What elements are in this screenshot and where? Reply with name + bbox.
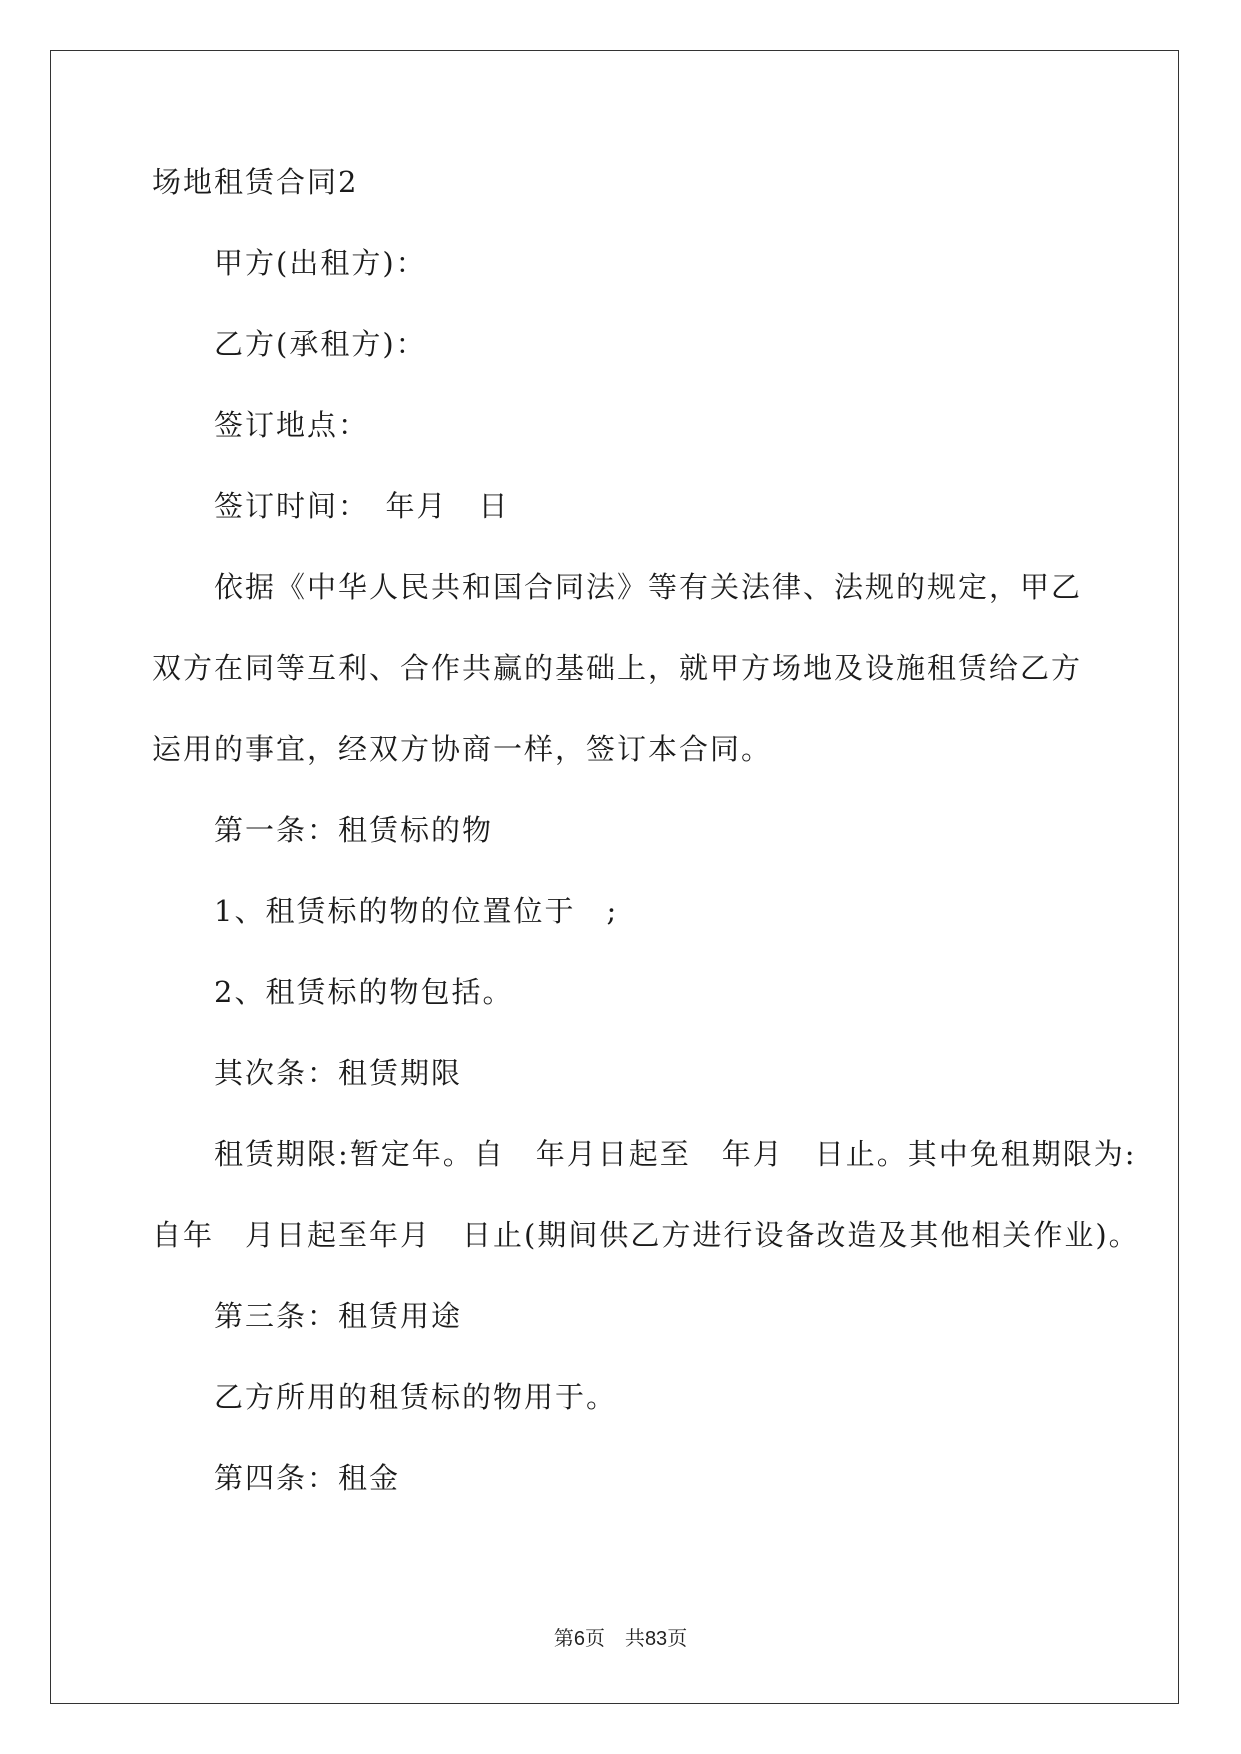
footer-prefix: 第 — [553, 1628, 574, 1650]
total-pages: 83 — [644, 1628, 668, 1650]
text-line: 双方在同等互利、合作共赢的基础上，就甲方场地及设施租赁给乙方 — [152, 651, 1083, 685]
text-line: 自年 月日起至年月 日止(期间供乙方进行设备改造及其他相关作业)。 — [152, 1218, 1140, 1252]
text-line: 签订地点： — [214, 408, 370, 442]
text-line: 依据《中华人民共和国合同法》等有关法律、法规的规定，甲乙 — [214, 570, 1083, 604]
text-line: 乙方所用的租赁标的物用于。 — [214, 1380, 618, 1414]
text-line: 第一条：租赁标的物 — [214, 813, 494, 847]
page-number: 6 — [573, 1628, 585, 1650]
text-line: 2、租赁标的物包括。 — [214, 975, 514, 1009]
page-footer — [0, 1622, 1241, 1651]
text-line: 甲方(出租方)： — [214, 246, 427, 280]
text-line: 运用的事宜，经双方协商一样，签订本合同。 — [152, 732, 773, 766]
text-line: 签订时间： 年月 日 — [214, 489, 510, 523]
footer-middle: 页 共 — [584, 1628, 645, 1650]
text-line: 1、租赁标的物的位置位于 ; — [214, 894, 619, 928]
document-body — [152, 162, 1140, 1539]
text-line: 租赁期限:暂定年。自 年月日起至 年月 日止。其中免租期限为: — [214, 1137, 1137, 1171]
text-line: 乙方(承租方)： — [214, 327, 427, 361]
document-title: 场地租赁合同2 — [152, 165, 359, 199]
text-line: 第三条：租赁用途 — [214, 1299, 463, 1333]
text-line: 第四条：租金 — [214, 1461, 401, 1495]
text-line: 其次条：租赁期限 — [214, 1056, 463, 1090]
footer-suffix: 页 — [667, 1628, 688, 1650]
